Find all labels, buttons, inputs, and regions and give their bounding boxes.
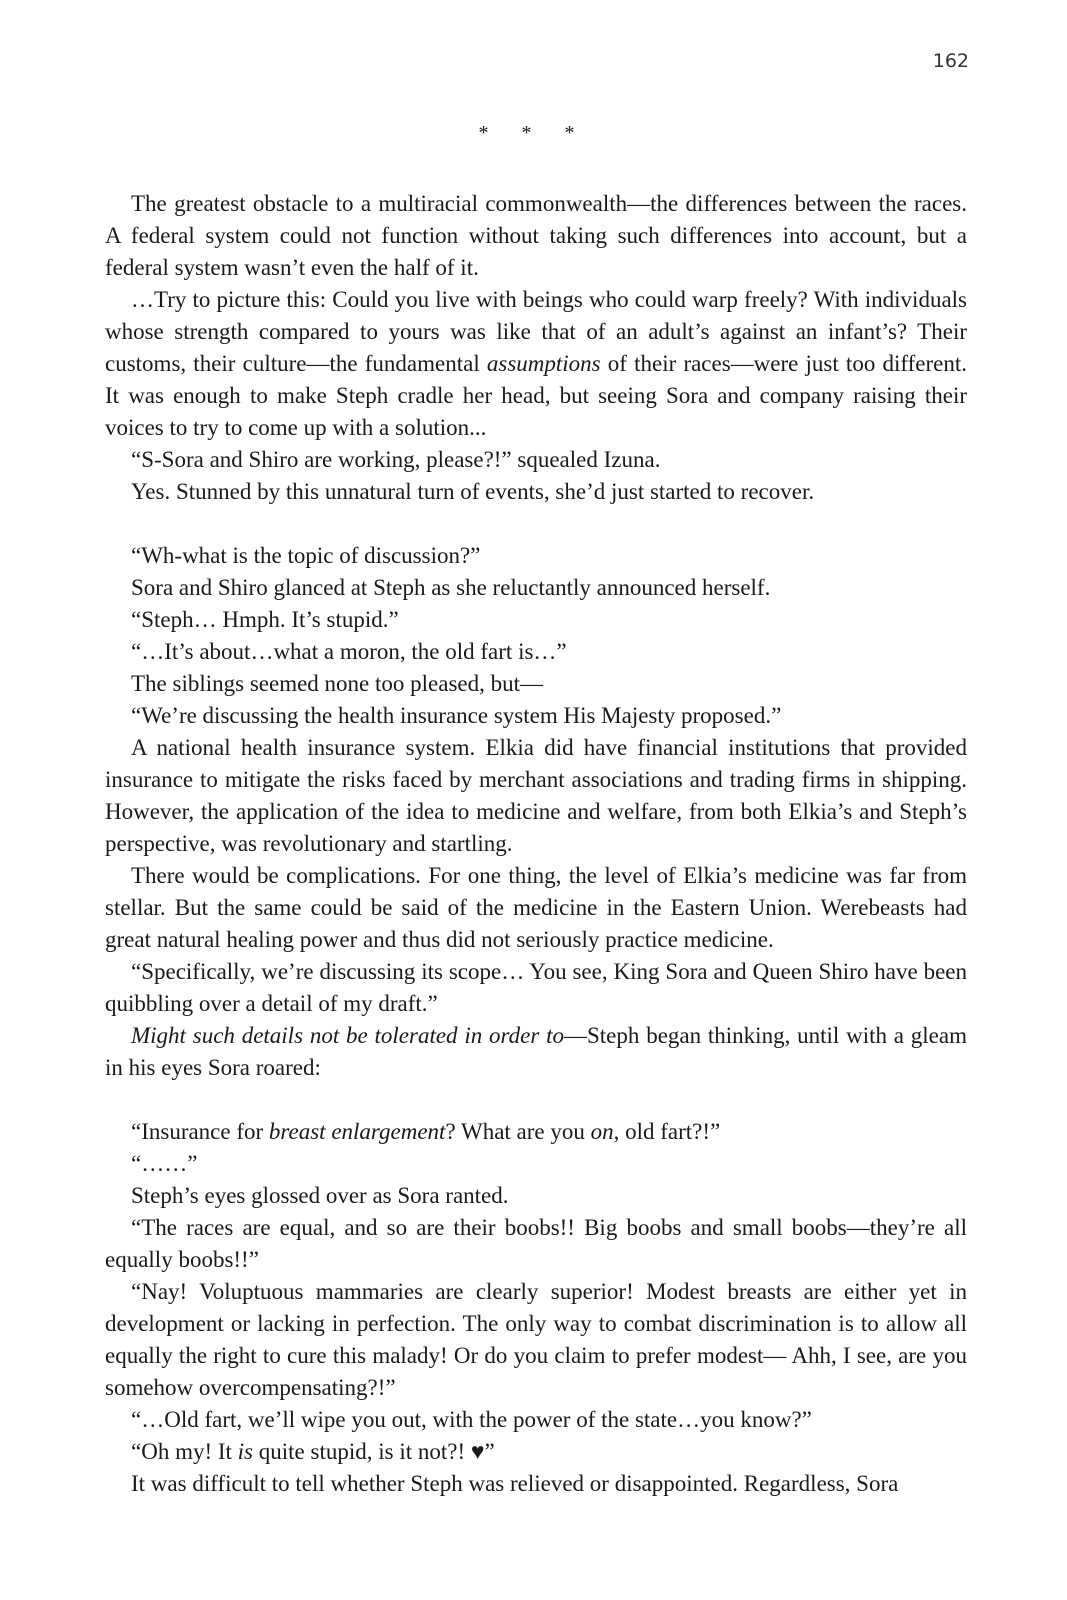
paragraph: “Wh-what is the topic of discussion?” — [131, 543, 481, 568]
emphasis-text: Might such details not be tolerated in order to — [131, 1023, 564, 1048]
emphasis-text: assumptions — [486, 351, 601, 376]
body-text — [105, 188, 967, 1500]
paragraph: “Specifically, we’re discussing its scope… You see, King Sora and Queen Shiro have been quibbling over a detail of my draft.” — [105, 959, 967, 1016]
paragraph: “……” — [131, 1151, 198, 1176]
text-run: of their races—were just too different. It was enough to make Steph cradle her head, but seeing Sora and company raising their voices to try to come up with a solution... — [105, 351, 967, 440]
paragraph: The greatest obstacle to a multiracial commonwealth—the differences between the races. A federal system could not function without taking such differences into account, but a federal system wasn’t even the half of it. — [105, 191, 967, 280]
paragraph: A national health insurance system. Elkia did have financial institutions that provided insurance to mitigate the risks faced by merchant associations and trading firms in shipping. However, the application of the idea to medicine and welfare, from both Elkia’s and Steph’s perspective, was revolutionary and startling. — [105, 735, 967, 856]
paragraph: “…It’s about…what a moron, the old fart is…” — [131, 639, 567, 664]
paragraph: “…Old fart, we’ll wipe you out, with the power of the state…you know?” — [131, 1407, 812, 1432]
paragraph: It was difficult to tell whether Steph was relieved or disappointed. Regardless, Sora — [131, 1471, 899, 1496]
paragraph — [105, 1116, 967, 1148]
paragraph: “Nay! Voluptuous mammaries are clearly superior! Modest breasts are either yet in development or lacking in perfection. The only way to combat discrimination is to allow all equally the right to cure this malady! Or do you claim to prefer modest— Ahh, I see, are you somehow overcompensating?!” — [105, 1279, 967, 1400]
emphasis-text: on — [590, 1119, 614, 1144]
text-run: —Steph began thinking, until with a gleam in his eyes Sora roared: — [105, 1023, 967, 1080]
text-run: …Try to picture this: Could you live with beings who could warp freely? With individuals whose strength compared to yours was like that of an adult’s against an infant’s? Their customs, their culture—the fundamental — [105, 287, 967, 376]
paragraph: Sora and Shiro glanced at Steph as she reluctantly announced herself. — [131, 575, 771, 600]
text-run: quite stupid, is it not?! — [253, 1439, 471, 1464]
paragraph: Yes. Stunned by this unnatural turn of events, she’d just started to recover. — [131, 479, 815, 504]
text-run: ? What are you — [445, 1119, 591, 1144]
emphasis-text: breast enlargement — [268, 1119, 446, 1144]
text-run: “Oh my! It — [131, 1439, 238, 1464]
paragraph: “S-Sora and Shiro are working, please?!” squealed Izuna. — [131, 447, 661, 472]
scene-gap — [105, 508, 967, 540]
paragraph: There would be complications. For one thing, the level of Elkia’s medicine was far from stellar. But the same could be said of the medicine in the Eastern Union. Werebeasts had great natural healing power and thus did not seriously practice medicine. — [105, 863, 967, 952]
paragraph — [105, 1020, 967, 1084]
paragraph: “We’re discussing the health insurance system His Majesty proposed.” — [131, 703, 782, 728]
text-run: “Insurance for — [131, 1119, 269, 1144]
paragraph: “The races are equal, and so are their boobs!! Big boobs and small boobs—they’re all equally boobs!!” — [105, 1215, 967, 1272]
emphasis-text: is — [237, 1439, 254, 1464]
paragraph: “Steph… Hmph. It’s stupid.” — [131, 607, 399, 632]
text-run: ” — [484, 1439, 495, 1464]
scene-gap — [105, 1084, 967, 1116]
paragraph: The siblings seemed none too pleased, but— — [131, 671, 544, 696]
page-number: 162 — [932, 50, 969, 72]
heart-icon: ♥ — [470, 1439, 485, 1464]
text-run: , old fart?!” — [613, 1119, 721, 1144]
paragraph — [105, 284, 967, 444]
scene-break: * * * — [478, 122, 589, 144]
paragraph: Steph’s eyes glossed over as Sora ranted. — [131, 1183, 509, 1208]
paragraph — [105, 1436, 967, 1468]
